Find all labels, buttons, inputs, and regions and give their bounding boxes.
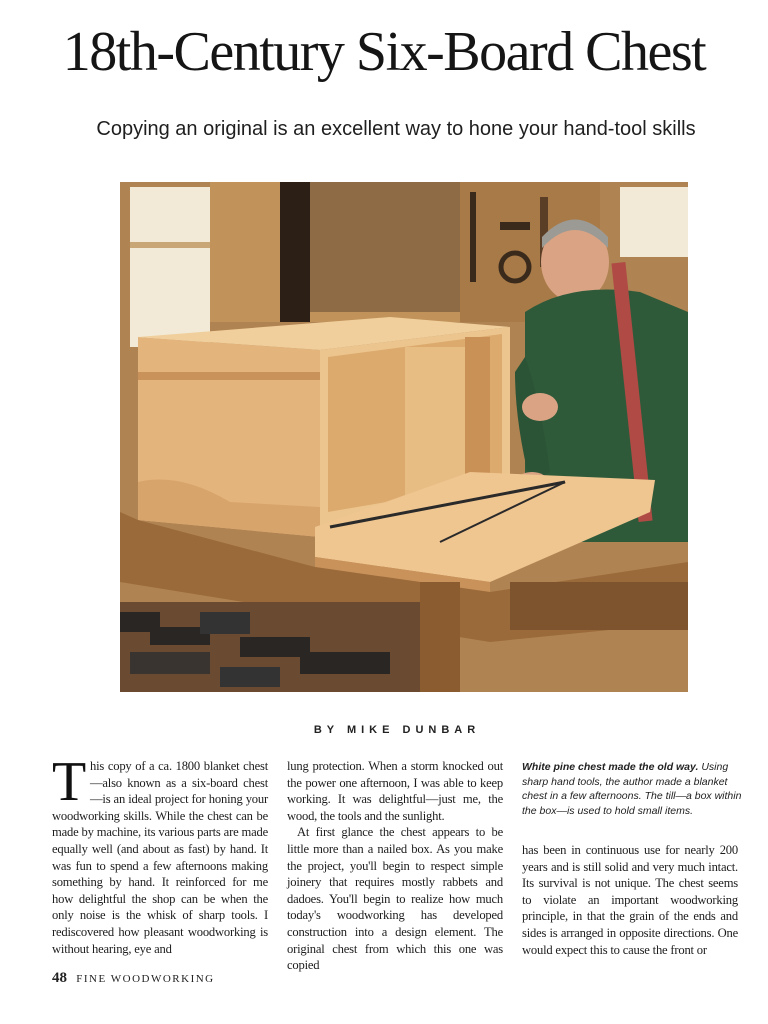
- page-footer: [52, 970, 215, 987]
- col2-paragraph-1: lung protection. When a storm knocked out the power one afternoon, I was able to keep working. It was delightful—just me, the wood, the tools and the sunlight.: [287, 759, 503, 823]
- drop-cap: T: [52, 751, 87, 813]
- byline: BY MIKE DUNBAR: [313, 724, 481, 736]
- caption-text: Using sharp hand tools, the author made a blanket chest in a few afternoons. The till—a box within the box—is used to hold small items.: [522, 761, 742, 817]
- photo-caption: [522, 760, 748, 818]
- caption-lead: White pine chest made the old way.: [522, 761, 699, 773]
- col3-paragraph: has been in continuous use for nearly 200 years and is still solid and very much intact. Its survival is not unique. The chest seems to violate an important woodworking principle, in that the grain of the ends and sides is arranged in opposite directions. One would expect this to cause the front or: [522, 843, 738, 957]
- page-number: 48: [52, 970, 67, 986]
- body-column-2: [287, 758, 503, 974]
- article-title: 18th-Century Six-Board Chest: [62, 21, 706, 83]
- article-subtitle: Copying an original is an excellent way to hone your hand-tool skills: [96, 118, 696, 140]
- body-column-1: [52, 751, 268, 957]
- chest-photo: [120, 182, 688, 692]
- magazine-name: FINE WOODWORKING: [76, 973, 215, 985]
- col2-paragraph-2: At first glance the chest appears to be little more than a nailed box. As you make the project, you'll begin to respect simple joinery that requires mostly rabbets and dadoes. You'll begin to realize how much today's woodworking has developed construction into a design element. The original chest from which this one was copied: [287, 825, 503, 973]
- col1-paragraph: his copy of a ca. 1800 blanket chest—also known as a six-board chest—is an ideal project for honing your woodworking skills. While the chest can be made by machine, its various parts are made equally well (and about as fast) by hand. It was fun to spend a few afternoons making something by hand. It reinforced for me how delightful the shop can be when the only noise is the whisk of sharp tools. I rediscovered how pleasant woodworking is without hearing, eye and: [52, 759, 268, 956]
- body-column-3: [522, 842, 738, 958]
